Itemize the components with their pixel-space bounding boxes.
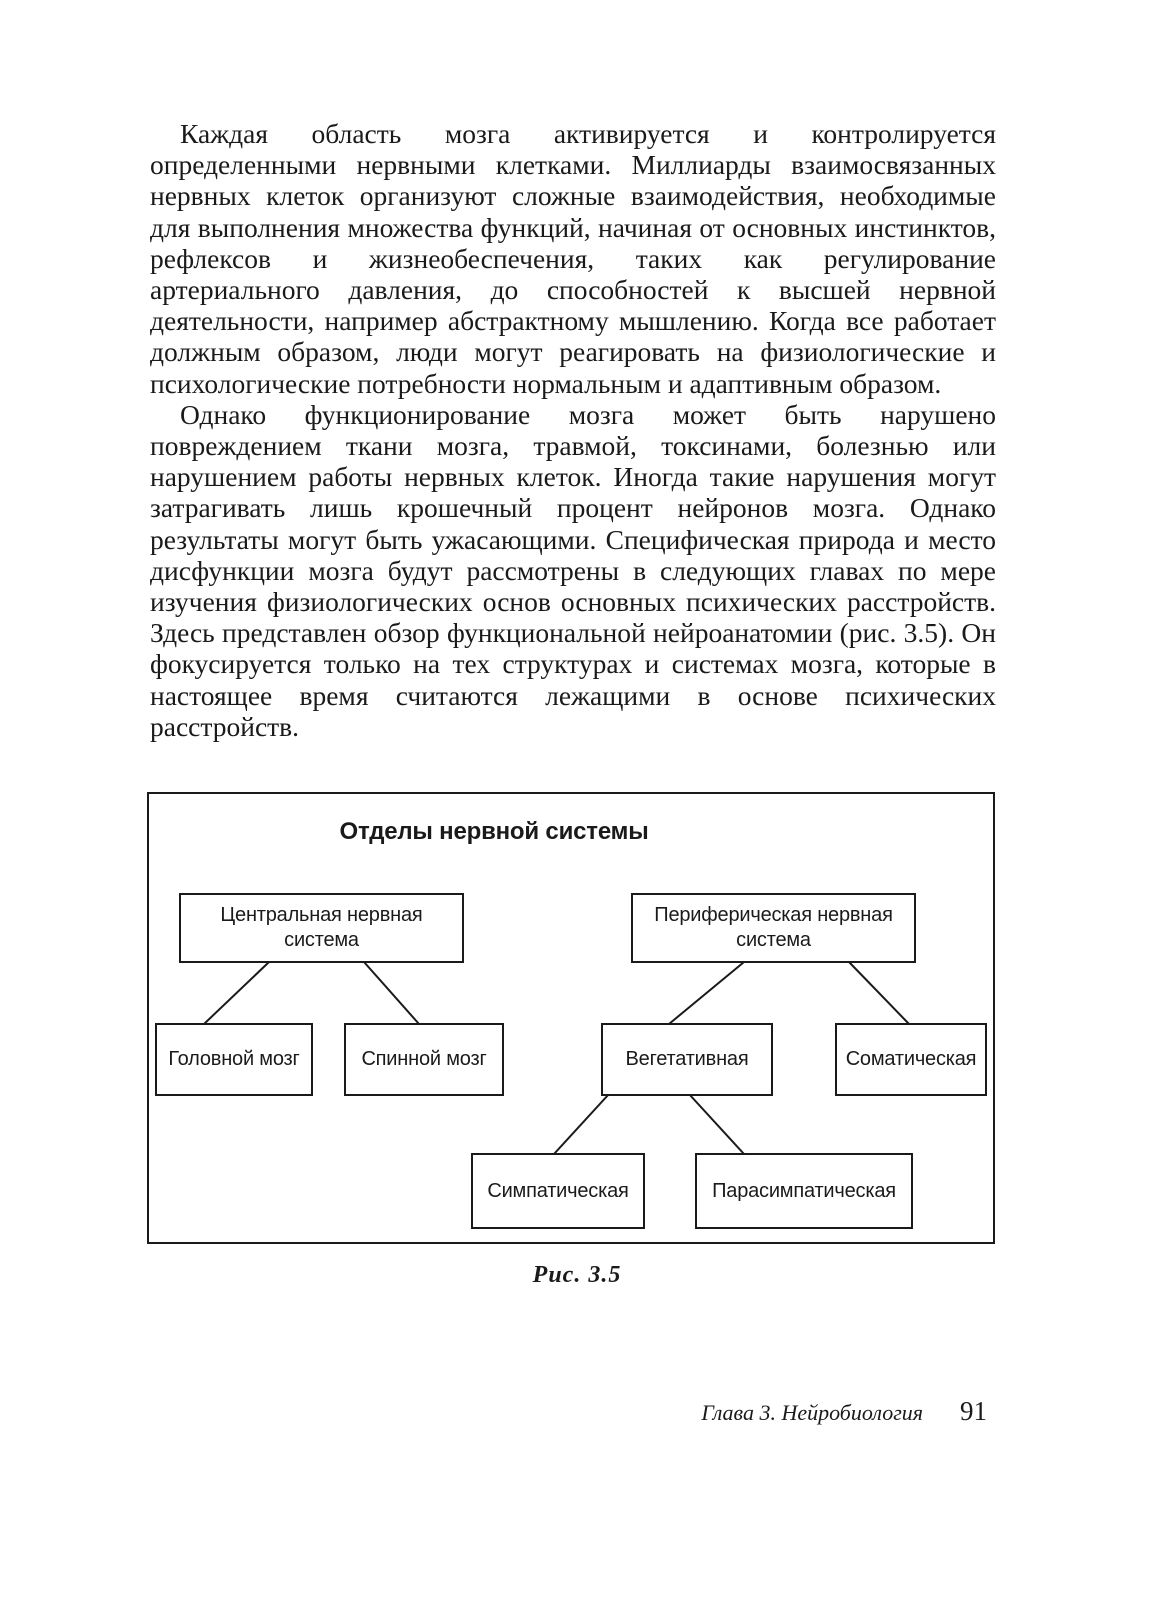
node-somatic: Соматическая <box>835 1023 987 1096</box>
node-autonomic: Вегетативная <box>601 1023 773 1096</box>
connector-pns-autonomic <box>669 962 744 1024</box>
node-brain: Головной мозг <box>155 1023 313 1096</box>
connector-autonomic-sympathetic <box>554 1094 609 1154</box>
connector-autonomic-parasympathetic <box>689 1094 744 1154</box>
node-parasympathetic: Парасимпатическая <box>695 1153 913 1229</box>
node-central-nervous-system: Центральная нервная система <box>179 893 464 963</box>
running-footer-chapter: Глава 3. Нейробиология <box>701 1400 923 1425</box>
node-spinal-cord: Спинной мозг <box>344 1023 504 1096</box>
figure-caption: Рис. 3.5 <box>532 1262 622 1288</box>
nervous-system-diagram <box>147 792 995 1244</box>
connector-cns-brain <box>204 962 269 1024</box>
node-peripheral-nervous-system: Периферическая нервная система <box>631 893 916 963</box>
diagram-title: Отделы нервной системы <box>339 818 649 845</box>
paragraph-1: Каждая область мозга активируется и контролируется определенными нервными клетками. Миллиарды взаимосвязанных нервных клеток организуют сложные взаимодействия, необходимые для выполнения множества функций, начиная от основных инстинктов, рефлексов и жизнеобеспечения, таких как регулирование артериального давления, до способностей к высшей нервной деятельности, например абстрактному мышлению. Когда все работает должным образом, люди могут реагировать на физиологические и психологические потребности нормальным и адаптивным образом. <box>150 118 996 399</box>
node-sympathetic: Симпатическая <box>471 1153 645 1229</box>
paragraph-2: Однако функционирование мозга может быть нарушено повреждением ткани мозга, травмой, токсинами, болезнью или нарушением работы нервных клеток. Иногда такие нарушения могут затрагивать лишь крошечный процент нейронов мозга. Однако результаты могут быть ужасающими. Специфическая природа и место дисфункции мозга будут рассмотрены в следующих главах по мере изучения физиологических основ основных психических расстройств. Здесь представлен обзор функциональной нейроанатомии (рис. 3.5). Он фокусируется только на тех структурах и системах мозга, которые в настоящее время считаются лежащими в основе психических расстройств. <box>150 398 996 742</box>
connector-cns-spinal <box>364 962 419 1024</box>
page-number: 91 <box>960 1396 987 1426</box>
connector-pns-somatic <box>849 962 909 1024</box>
body-text <box>150 118 996 742</box>
